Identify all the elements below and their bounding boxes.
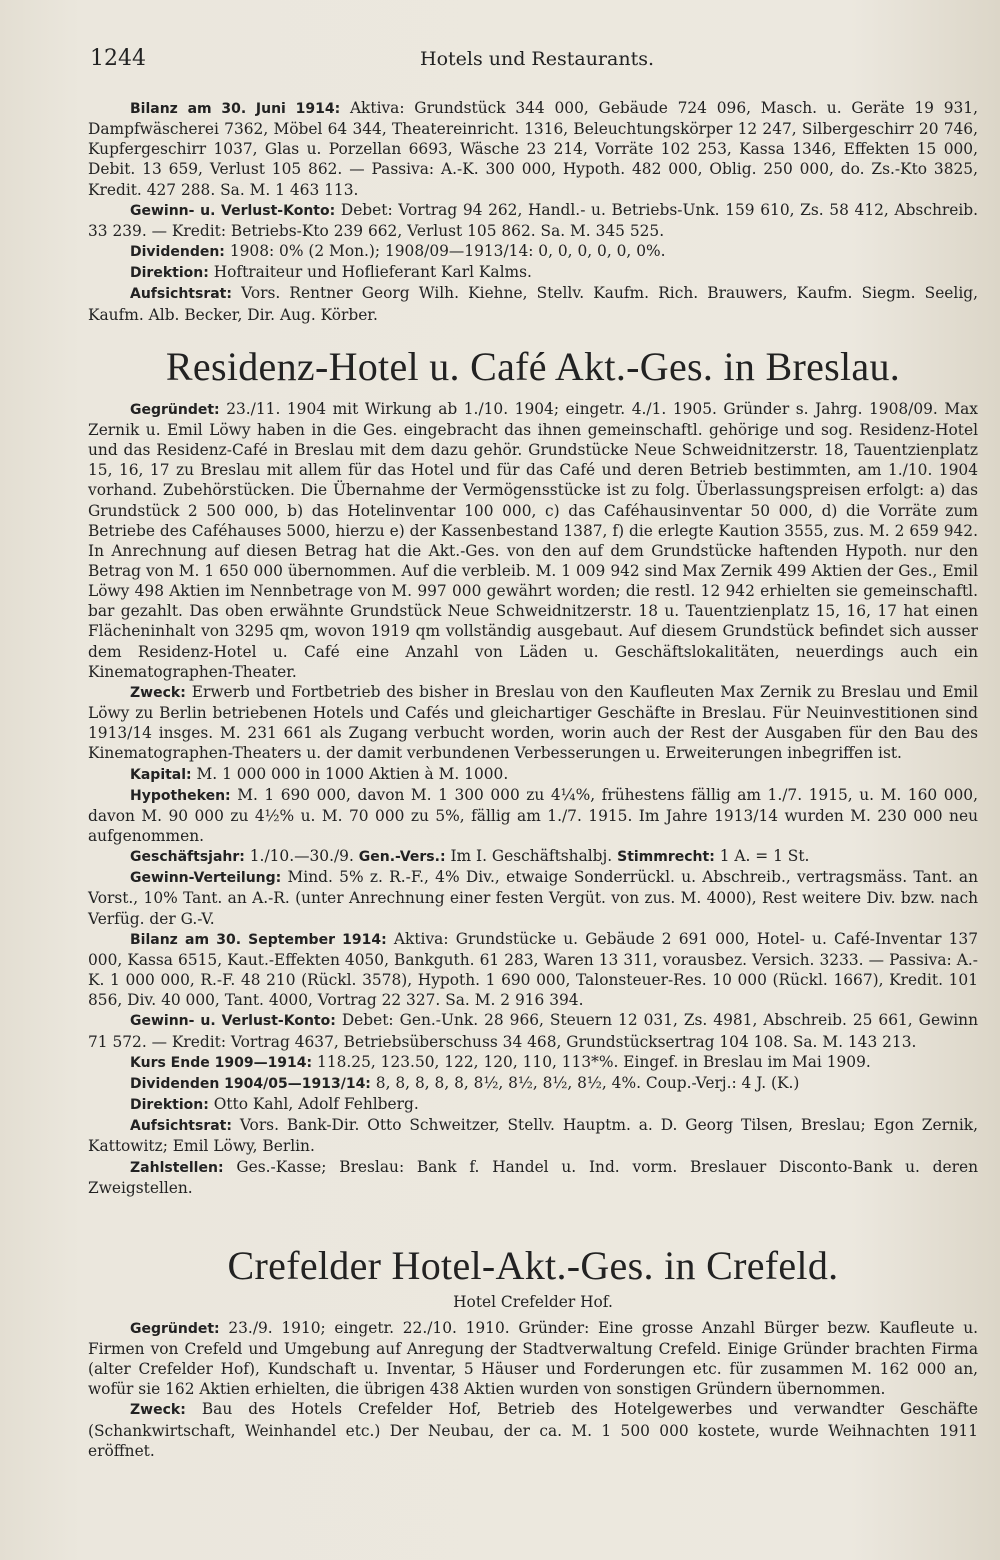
supervisory-board-paragraph	[88, 283, 978, 324]
profit-distribution-paragraph	[88, 867, 978, 928]
entry-text: M. 1 690 000, davon M. 1 300 000 zu 4¼%, frühestens fällig am 1./7. 1915, u. M. 160 000, davon M. 90 000 zu 4½% u. M. 70 000 zu 5%, fällig am 1./7. 1915. Im Jahre 1913/14 wurden M. 230 000 neu aufgenommen.	[88, 785, 978, 845]
profit-loss-paragraph	[88, 200, 978, 241]
entry-label: Hypotheken:	[130, 787, 231, 804]
entry-text: Im I. Geschäftshalbj.	[445, 847, 613, 866]
entry-label: Gewinn- u. Verlust-Konto:	[130, 202, 336, 219]
paying-agents-paragraph	[88, 1157, 978, 1198]
entry-text: 1908: 0% (2 Mon.); 1908/09—1913/14: 0, 0, 0, 0, 0, 0%.	[224, 242, 666, 261]
entry-text: Otto Kahl, Adolf Fehlberg.	[208, 1095, 419, 1114]
dividends-paragraph	[88, 241, 978, 262]
supervisory-board-paragraph	[88, 1115, 978, 1156]
section-crefelder-hotel	[88, 1318, 978, 1461]
entry-label: Direktion:	[130, 1097, 209, 1114]
dividends-paragraph	[88, 1073, 978, 1094]
entry-text: Debet: Gen.-Unk. 28 966, Steuern 12 031, Zs. 4981, Abschreib. 25 661, Gewinn 71 572. — Kredit: Vortrag 4637, Betriebsüberschuss 34 468, Grundstücksertrag 104 108. Sa. M. 143 213.	[88, 1011, 979, 1051]
running-title: Hotels und Restaurants.	[420, 48, 655, 70]
entry-label: Zahlstellen:	[130, 1159, 224, 1176]
entry-text: 23./9. 1910; eingetr. 22./10. 1910. Gründer: Eine grosse Anzahl Bürger bezw. Kaufleute u. Firmen von Crefeld und Umgebung auf Anregung der Stadtverwaltung Crefeld. Einige Gründer brachten Firma (alter Crefelder Hof), Kundschaft u. Inventar, 5 Häuser und Forderungen etc. für zusammen M. 162 000 an, wofür sie 162 Aktien erhielten, die übrigen 438 Aktien wurden von sonstigen Gründern übernommen.	[88, 1318, 978, 1399]
founded-paragraph	[88, 1318, 978, 1400]
section-residenz-hotel	[88, 399, 978, 1198]
entry-label: Gegründet:	[130, 401, 220, 418]
entry-text: 118.25, 123.50, 122, 120, 110, 113*%. Eingef. in Breslau im Mai 1909.	[312, 1052, 871, 1071]
company-title-crefelder: Crefelder Hotel-Akt.-Ges. in Crefeld.	[227, 1242, 839, 1288]
entry-label: Aufsichtsrat:	[130, 286, 232, 303]
entry-text: Hoftraiteur und Hoflieferant Karl Kalms.	[208, 263, 532, 282]
company-title-residenz: Residenz-Hotel u. Café Akt.-Ges. in Breslau.	[165, 343, 901, 389]
page-header	[90, 46, 970, 76]
entry-text: 1./10.—30./9.	[244, 847, 354, 866]
entry-text: Vors. Bank-Dir. Otto Schweitzer, Stellv. Hauptm. a. D. Georg Tilsen, Breslau; Egon Zernik, Kattowitz; Emil Löwy, Berlin.	[88, 1116, 978, 1156]
entry-label: Stimmrecht:	[617, 849, 715, 866]
entry-text: Erwerb und Fortbetrieb des bisher in Breslau von den Kaufleuten Max Zernik zu Breslau und Emil Löwy zu Berlin betriebenen Hotels und Cafés und gleichartiger Geschäfte in Breslau. Für Neuinvestitionen sind 1913/14 insges. M. 231 661 als Zugang verbucht worden, worin auch der Rest der Ausgaben für den Bau des Kinematographen-Theaters u. der damit verbundenen Verbesserungen u. Erweiterungen inbegriffen ist.	[88, 682, 978, 763]
entry-text: Mind. 5% z. R.-F., 4% Div., etwaige Sonderrückl. u. Abschreib., vertragsmäss. Tant. an Vorst., 10% Tant. an A.-R. (unter Anrechnung einer festen Vergüt. von zus. M. 4000), Rest weitere Div. bzw. nach Verfüg. der G.-V.	[88, 868, 978, 928]
company-subtitle: Hotel Crefelder Hof.	[453, 1292, 613, 1311]
entry-text: M. 1 000 000 in 1000 Aktien à M. 1000.	[191, 764, 509, 783]
fiscal-year-paragraph	[88, 846, 978, 867]
entry-label: Gegründet:	[130, 1320, 220, 1337]
page-number: 1244	[90, 46, 146, 71]
entry-label: Kurs Ende 1909—1914:	[130, 1054, 313, 1071]
entry-text: Aktiva: Grundstück 344 000, Gebäude 724 096, Masch. u. Geräte 19 931, Dampfwäscherei 7362, Möbel 64 344, Theatereinricht. 1316, Beleuchtungskörper 12 247, Silbergeschirr 20 746, Kupfergeschirr 1037, Glas u. Porzellan 6693, Wäsche 23 214, Vorräte 102 253, Kassa 1346, Effekten 15 000, Debit. 13 659, Verlust 105 862. — Passiva: A.-K. 300 000, Hypoth. 482 000, Oblig. 250 000, do. Zs.-Kto 3825, Kredit. 427 288. Sa. M. 1 463 113.	[88, 99, 978, 199]
entry-label: Kapital:	[130, 766, 192, 783]
founded-paragraph	[88, 399, 978, 682]
mortgages-paragraph	[88, 785, 978, 846]
balance-paragraph	[88, 98, 978, 200]
entry-label: Gen.-Vers.:	[358, 849, 446, 866]
entry-label: Gewinn- u. Verlust-Konto:	[130, 1013, 336, 1030]
share-price-paragraph	[88, 1052, 978, 1073]
section-previous-company	[88, 98, 978, 325]
purpose-paragraph	[88, 682, 978, 764]
entry-text: 23./11. 1904 mit Wirkung ab 1./10. 1904; eingetr. 4./1. 1905. Gründer s. Jahrg. 1908/09. Max Zernik u. Emil Löwy haben in die Ges. eingebracht das ihnen gemeinschaftl. gehörige und sog. Residenz-Hotel und das Residenz-Café in Breslau mit dem dazu gehör. Grundstücke Neue Schweidnitzerstr. 18, Tauentzienplatz 15, 16, 17 zu Breslau mit allem für das Hotel und für das Café und deren Betrieb bestimmten, am 1./10. 1904 vorhand. Zubehörstücken. Die Übernahme der Vermögensstücke ist zu folg. Überlassungspreisen erfolgt: a) das Grundstück 2 500 000, b) das Hotelinventar 100 000, c) das Caféhausinventar 50 000, d) die Vorräte zum Betriebe des Caféhauses 5000, hierzu e) der Kassenbestand 1387, f) die erlegte Kaution 3555, zus. M. 2 659 942. In Anrechnung auf diesen Betrag hat die Akt.-Ges. von den auf dem Grundstücke haftenden Hypoth. nur den Betrag von M. 1 650 000 übernommen. Auf die verbleib. M. 1 009 942 sind Max Zernik 499 Aktien der Ges., Emil Löwy 498 Aktien im Nennbetrage von M. 997 000 gewährt worden; die restl. 12 942 erhielten sie gemeinschaftl. bar gezahlt. Das oben erwähnte Grundstück Neue Schweidnitzerstr. 18 u. Tauentzienplatz 15, 16, 17 hat einen Flächeninhalt von 3295 qm, wovon 1919 qm vollständig ausgebaut. Auf diesem Grundstück befindet sich ausser dem Residenz-Hotel u. Café eine Anzahl von Läden u. Geschäftslokalitäten, neuerdings auch ein Kinematographen-Theater.	[88, 399, 978, 681]
entry-label: Direktion:	[130, 265, 209, 282]
entry-label: Bilanz am 30. Juni 1914:	[130, 101, 341, 117]
balance-paragraph	[88, 929, 978, 1011]
purpose-paragraph	[88, 1399, 978, 1460]
entry-label: Dividenden:	[130, 244, 225, 261]
entry-text: Ges.-Kasse; Breslau: Bank f. Handel u. Ind. vorm. Breslauer Disconto-Bank u. deren Zweigstellen.	[88, 1157, 978, 1197]
entry-text: Aktiva: Grundstücke u. Gebäude 2 691 000, Hotel- u. Café-Inventar 137 000, Kassa 6515, Kaut.-Effekten 4050, Bankguth. 61 283, Waren 13 311, vorausbez. Versich. 3233. — Passiva: A.-K. 1 000 000, R.-F. 48 210 (Rückl. 3578), Hypoth. 1 690 000, Talonsteuer-Res. 10 000 (Rückl. 1667), Kredit. 101 856, Div. 40 000, Tant. 4000, Vortrag 22 327. Sa. M. 2 916 394.	[88, 929, 978, 1010]
entry-label: Geschäftsjahr:	[130, 849, 245, 866]
entry-label: Gewinn-Verteilung:	[130, 870, 282, 887]
management-paragraph	[88, 262, 978, 283]
entry-label: Aufsichtsrat:	[130, 1118, 232, 1135]
entry-text: 1 A. = 1 St.	[714, 847, 810, 866]
capital-paragraph	[88, 764, 978, 785]
page-content	[88, 98, 978, 1461]
management-paragraph	[88, 1094, 978, 1115]
entry-label: Zweck:	[130, 1402, 186, 1419]
entry-text: 8, 8, 8, 8, 8, 8½, 8½, 8½, 8½, 4%. Coup.-Verj.: 4 J. (K.)	[370, 1073, 800, 1092]
entry-text: Vors. Rentner Georg Wilh. Kiehne, Stellv. Kaufm. Rich. Brauwers, Kaufm. Siegm. Seelig, Kaufm. Alb. Becker, Dir. Aug. Körber.	[88, 284, 978, 324]
entry-label: Bilanz am 30. September 1914:	[130, 931, 387, 948]
entry-label: Dividenden 1904/05—1913/14:	[130, 1075, 371, 1092]
entry-label: Zweck:	[130, 684, 186, 701]
entry-text: Debet: Vortrag 94 262, Handl.- u. Betriebs-Unk. 159 610, Zs. 58 412, Abschreib. 33 239. — Kredit: Betriebs-Kto 239 662, Verlust 105 862. Sa. M. 345 525.	[88, 200, 978, 240]
profit-loss-paragraph	[88, 1010, 978, 1051]
entry-text: Bau des Hotels Crefelder Hof, Betrieb des Hotelgewerbes und verwandter Geschäfte (Schankwirtschaft, Weinhandel etc.) Der Neubau, der ca. M. 1 500 000 kostete, wurde Weihnachten 1911 eröffnet.	[88, 1400, 978, 1460]
